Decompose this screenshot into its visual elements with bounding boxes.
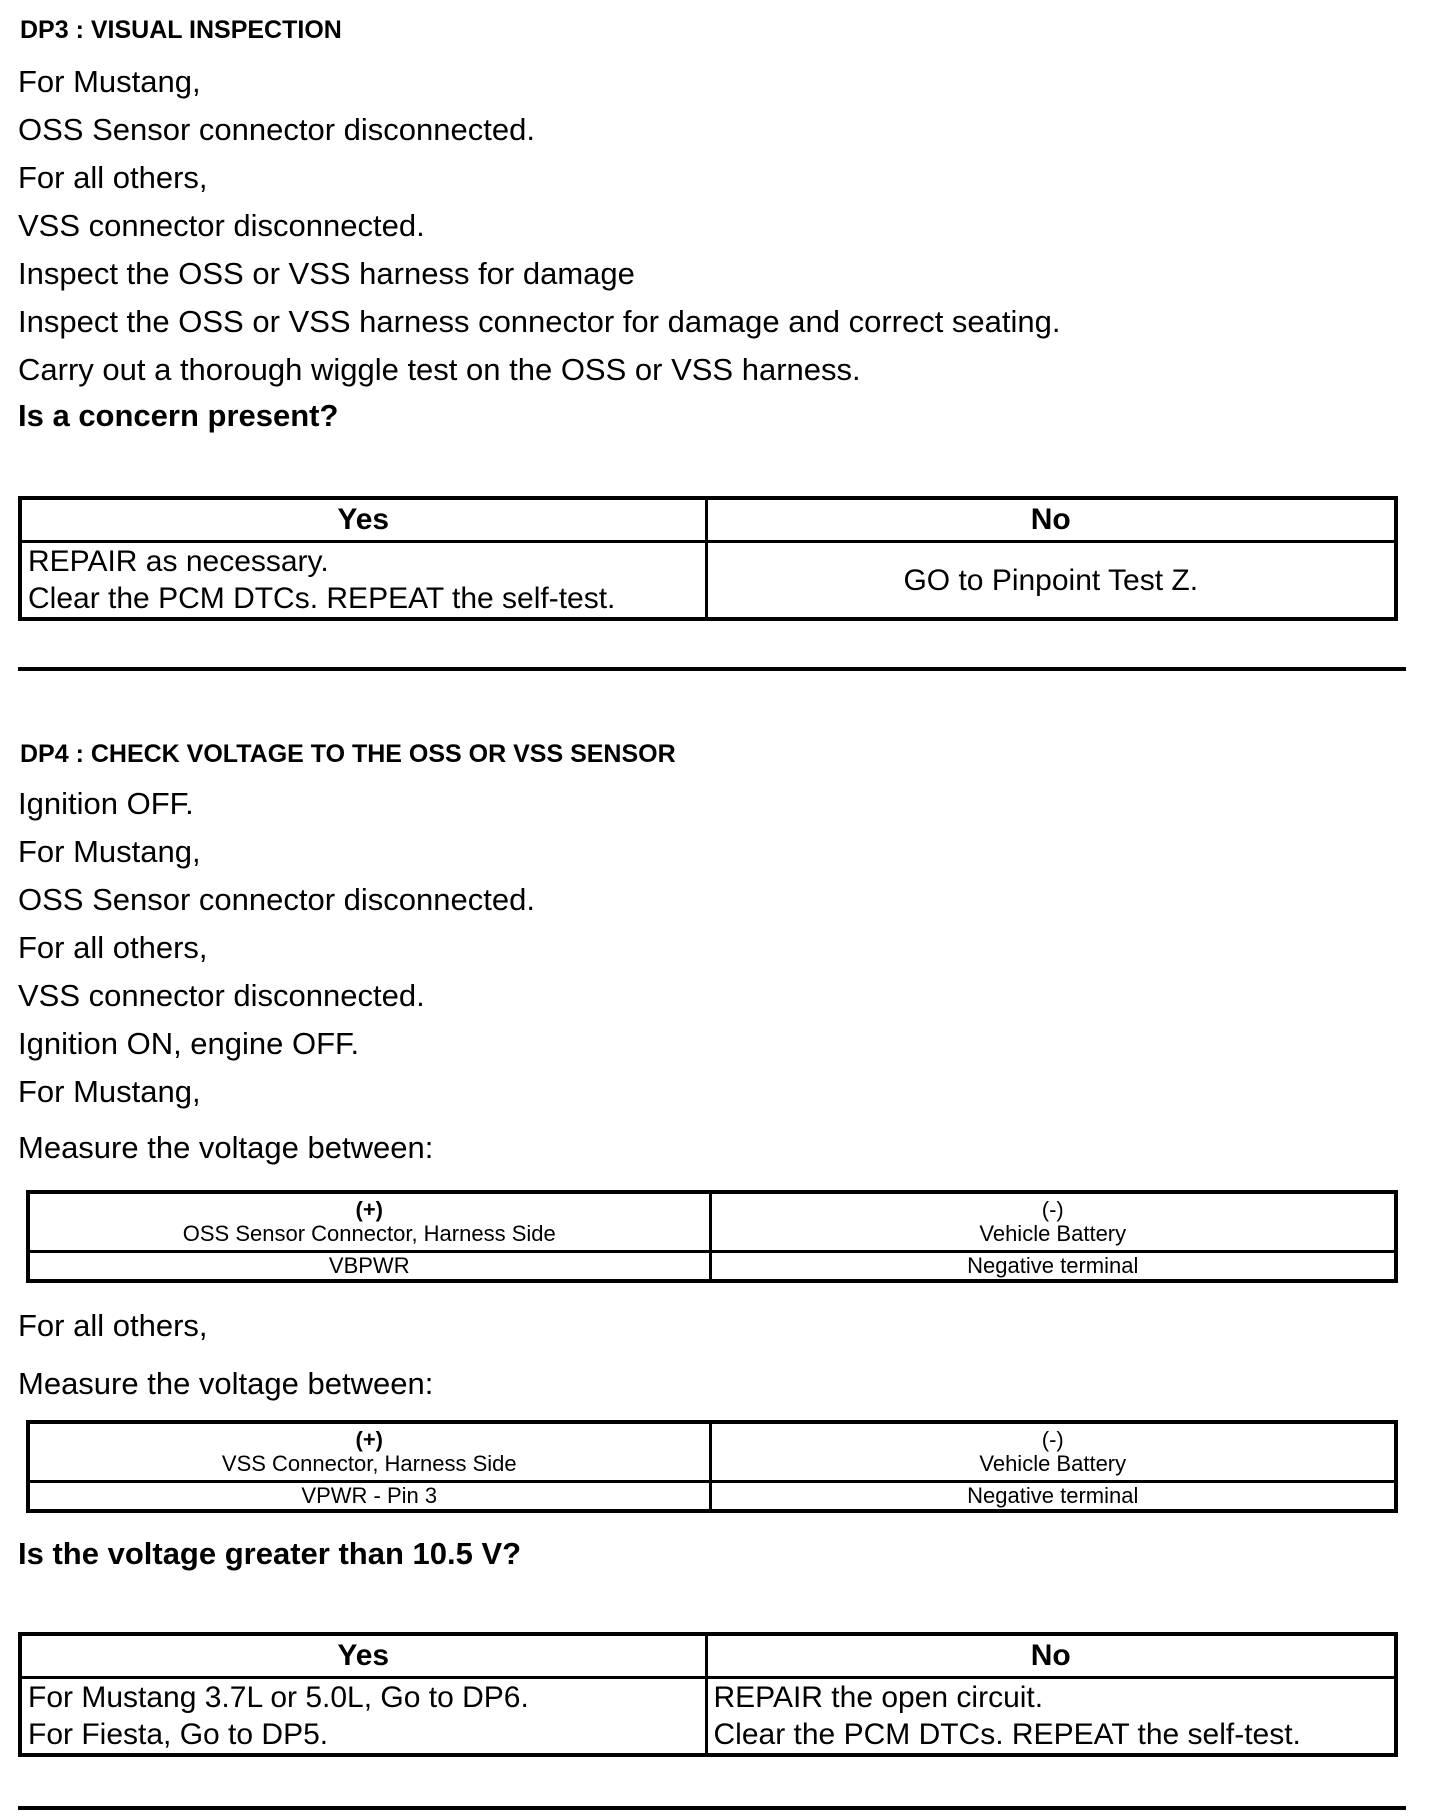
dp4-line-3: OSS Sensor connector disconnected. [18,882,535,917]
section-divider-1 [18,667,1406,671]
dp3-heading: DP3 : VISUAL INSPECTION [20,16,342,44]
dp3-yes-line-2: Clear the PCM DTCs. REPEAT the self-test. [28,582,616,615]
dp3-line-7: Carry out a thorough wiggle test on the OSS or VSS harness. [18,352,861,387]
dp3-line-4: VSS connector disconnected. [18,208,425,243]
dp4-question: Is the voltage greater than 10.5 V? [18,1536,522,1571]
mustang-positive-polarity: (+) [355,1197,383,1222]
mustang-negative-value: Negative terminal [710,1252,1396,1282]
mustang-positive-value: VBPWR [28,1252,710,1282]
dp4-yes-line-1: For Mustang 3.7L or 5.0L, Go to DP6. [28,1681,529,1714]
mustang-negative-header [710,1192,1396,1252]
dp4-line-5: VSS connector disconnected. [18,978,425,1013]
dp4-heading: DP4 : CHECK VOLTAGE TO THE OSS OR VSS SENSOR [20,740,676,768]
dp4-no-line-1: REPAIR the open circuit. [713,1681,1044,1714]
dp3-line-5: Inspect the OSS or VSS harness for damage [18,256,635,291]
dp4-line-6: Ignition ON, engine OFF. [18,1026,360,1061]
others-negative-polarity: (-) [1041,1427,1064,1452]
dp3-yes-header: Yes [20,498,706,542]
others-positive-header [28,1422,710,1482]
dp4-result-table [18,1632,1398,1757]
dp3-question: Is a concern present? [18,398,339,433]
others-positive-value: VPWR - Pin 3 [28,1482,710,1512]
mustang-negative-polarity: (-) [1041,1197,1064,1222]
dp3-line-6: Inspect the OSS or VSS harness connector for damage and correct seating. [18,304,1061,339]
dp3-line-1: For Mustang, [18,64,201,99]
others-measure-table [26,1420,1398,1513]
dp3-yes-cell [20,542,706,620]
dp4-no-header: No [706,1634,1396,1678]
dp4-no-cell [706,1678,1396,1756]
section-divider-2 [18,1806,1406,1810]
dp3-no-cell: GO to Pinpoint Test Z. [706,542,1396,620]
others-positive-label: VSS Connector, Harness Side [221,1451,517,1476]
dp4-line-2: For Mustang, [18,834,201,869]
dp4-for-all-others: For all others, [18,1308,208,1343]
mustang-positive-header [28,1192,710,1252]
dp4-line-1: Ignition OFF. [18,786,194,821]
dp4-line-4: For all others, [18,930,208,965]
others-negative-label: Vehicle Battery [979,1451,1127,1476]
dp3-line-2: OSS Sensor connector disconnected. [18,112,535,147]
dp4-yes-cell [20,1678,706,1756]
mustang-negative-label: Vehicle Battery [979,1221,1127,1246]
others-negative-value: Negative terminal [710,1482,1396,1512]
dp4-line-7: For Mustang, [18,1074,201,1109]
dp3-yes-line-1: REPAIR as necessary. [28,545,329,578]
dp4-measure-label-2: Measure the voltage between: [18,1366,434,1401]
dp3-no-header: No [706,498,1396,542]
dp4-measure-label-1: Measure the voltage between: [18,1130,434,1165]
dp4-no-line-2: Clear the PCM DTCs. REPEAT the self-test. [713,1718,1301,1751]
dp4-yes-header: Yes [20,1634,706,1678]
dp4-yes-line-2: For Fiesta, Go to DP5. [28,1718,329,1751]
mustang-measure-table [26,1190,1398,1283]
dp3-result-table [18,496,1398,621]
mustang-positive-label: OSS Sensor Connector, Harness Side [182,1221,556,1246]
others-positive-polarity: (+) [355,1427,383,1452]
dp3-line-3: For all others, [18,160,208,195]
others-negative-header [710,1422,1396,1482]
